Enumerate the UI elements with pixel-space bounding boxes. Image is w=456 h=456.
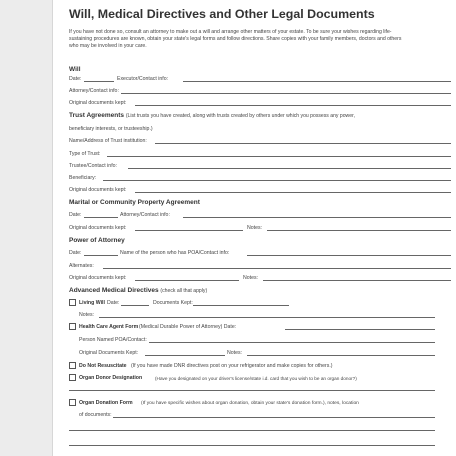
trust-beneficiary-line[interactable] <box>103 180 451 181</box>
trust-beneficiary-label: Beneficiary: <box>69 175 97 181</box>
donation-docs-row <box>79 412 435 419</box>
living-will-row <box>79 300 289 307</box>
will-date-row <box>69 76 451 83</box>
marital-heading: Marital or Community Property Agreement <box>69 199 200 206</box>
trust-original-line[interactable] <box>135 192 451 193</box>
marital-attorney-label: Attorney/Contact info: <box>120 212 170 218</box>
marital-original-label: Original documents kept: <box>69 225 127 231</box>
hca-label: Health Care Agent Form <box>79 324 139 330</box>
donation-line-1[interactable] <box>69 430 435 431</box>
will-original-label: Original documents kept: <box>69 100 127 106</box>
will-heading: Will <box>69 66 81 73</box>
hca-person-label: Person Named POA/Contact: <box>79 337 147 343</box>
trust-name-row <box>69 138 451 145</box>
living-will-checkbox[interactable] <box>69 299 76 306</box>
marital-notes-line[interactable] <box>267 230 451 231</box>
poa-name-label: Name of the person who has POA/Contact info: <box>120 250 230 256</box>
donation-docs-label: of documents: <box>79 412 112 418</box>
hca-person-line[interactable] <box>149 342 435 343</box>
poa-date-row <box>69 250 451 257</box>
marital-date-label: Date: <box>69 212 82 218</box>
will-original-line[interactable] <box>135 105 451 106</box>
will-attorney-label: Attorney/Contact info: <box>69 88 119 94</box>
document-page <box>52 0 456 456</box>
trust-heading-text: Trust Agreements <box>69 112 125 119</box>
marital-date-line[interactable] <box>84 217 118 218</box>
living-will-docs-label: Documents Kept: <box>153 300 193 306</box>
poa-alternates-row <box>69 263 451 270</box>
dnr-note: (If you have made DNR directives post on your refrigerator and make copies for others.) <box>131 363 333 369</box>
poa-alternates-label: Alternates: <box>69 263 94 269</box>
trust-trustee-line[interactable] <box>128 168 451 169</box>
intro-paragraph: If you have not done so, consult an attorney to make out a will and arrange other matters of your estate. To be sure your wishes regarding life-sustaining procedures are known, obtain your state's legal forms and follow directions. Share copies with your family members, doctors and others who may be involved in your care. <box>69 29 402 50</box>
trust-note-cont: beneficiary interests, or trusteeship.) <box>69 126 153 132</box>
dnr-label: Do Not Resuscitate <box>79 363 127 369</box>
will-executor-label: Executor/Contact info: <box>117 76 169 82</box>
donor-row <box>79 375 435 382</box>
advanced-heading <box>69 287 207 295</box>
poa-original-line[interactable] <box>135 280 239 281</box>
poa-date-line[interactable] <box>84 255 118 256</box>
will-executor-line[interactable] <box>183 81 451 82</box>
advanced-note: (check all that apply) <box>160 288 208 294</box>
donor-checkbox[interactable] <box>69 374 76 381</box>
living-will-notes-label: Notes: <box>79 312 94 318</box>
trust-type-line[interactable] <box>107 156 451 157</box>
advanced-heading-text: Advanced Medical Directives <box>69 287 159 294</box>
trust-type-label: Type of Trust: <box>69 151 101 157</box>
will-original-row <box>69 100 451 107</box>
donation-checkbox[interactable] <box>69 399 76 406</box>
donor-note: (Have you designated on your driver's license/state i.d. card that you wish to be an organ donor?) <box>155 376 357 381</box>
marital-original-row <box>69 225 451 232</box>
will-attorney-row <box>69 88 451 95</box>
living-will-label: Living Will <box>79 300 105 306</box>
donation-line-2[interactable] <box>69 445 435 446</box>
donation-row <box>79 400 435 407</box>
page-title: Will, Medical Directives and Other Legal Documents <box>69 7 375 21</box>
poa-original-label: Original documents kept: <box>69 275 127 281</box>
trust-original-label: Original documents kept: <box>69 187 127 193</box>
trust-type-row <box>69 151 451 158</box>
trust-trustee-label: Trustee/Contact info: <box>69 163 117 169</box>
trust-note: (List trusts you have created, along with trusts created by others under which you possess any power, <box>125 113 355 119</box>
poa-alternates-line[interactable] <box>103 268 451 269</box>
hca-row <box>79 324 435 331</box>
poa-heading: Power of Attorney <box>69 237 125 244</box>
dnr-checkbox[interactable] <box>69 362 76 369</box>
hca-original-row <box>79 350 435 357</box>
hca-notes-line[interactable] <box>247 355 435 356</box>
hca-checkbox[interactable] <box>69 323 76 330</box>
donation-docs-line[interactable] <box>113 417 435 418</box>
poa-notes-label: Notes: <box>243 275 258 281</box>
hca-person-row <box>79 337 435 344</box>
living-will-notes-line[interactable] <box>99 317 435 318</box>
marital-original-line[interactable] <box>135 230 243 231</box>
will-date-line[interactable] <box>84 81 114 82</box>
trust-beneficiary-row <box>69 175 451 182</box>
hca-original-line[interactable] <box>145 355 225 356</box>
trust-heading <box>69 112 355 120</box>
living-will-date-label: Date: <box>107 300 120 306</box>
hca-date-line[interactable] <box>285 329 435 330</box>
living-will-notes-row <box>79 312 435 319</box>
hca-notes-label: Notes: <box>227 350 242 356</box>
poa-date-label: Date: <box>69 250 82 256</box>
trust-name-line[interactable] <box>155 143 451 144</box>
poa-name-line[interactable] <box>247 255 451 256</box>
donation-note: (If you have specific wishes about organ donation, obtain your state's donation form.), notes, location <box>141 401 359 406</box>
living-will-docs-line[interactable] <box>193 305 289 306</box>
donor-line[interactable] <box>69 390 435 391</box>
donation-label: Organ Donation Form <box>79 400 133 406</box>
marital-attorney-line[interactable] <box>183 217 451 218</box>
donor-label: Organ Donor Designation <box>79 375 143 381</box>
poa-notes-line[interactable] <box>263 280 451 281</box>
trust-trustee-row <box>69 163 451 170</box>
marital-date-row <box>69 212 451 219</box>
poa-original-row <box>69 275 451 282</box>
hca-original-label: Original Documents Kept: <box>79 350 139 356</box>
dnr-row <box>79 363 435 370</box>
trust-original-row <box>69 187 451 194</box>
will-date-label: Date: <box>69 76 82 82</box>
marital-notes-label: Notes: <box>247 225 262 231</box>
hca-note: (Medical Durable Power of Attorney) Date: <box>139 324 237 330</box>
will-attorney-line[interactable] <box>121 93 451 94</box>
trust-name-label: Name/Address of Trust institution: <box>69 138 147 144</box>
living-will-date-line[interactable] <box>121 305 149 306</box>
